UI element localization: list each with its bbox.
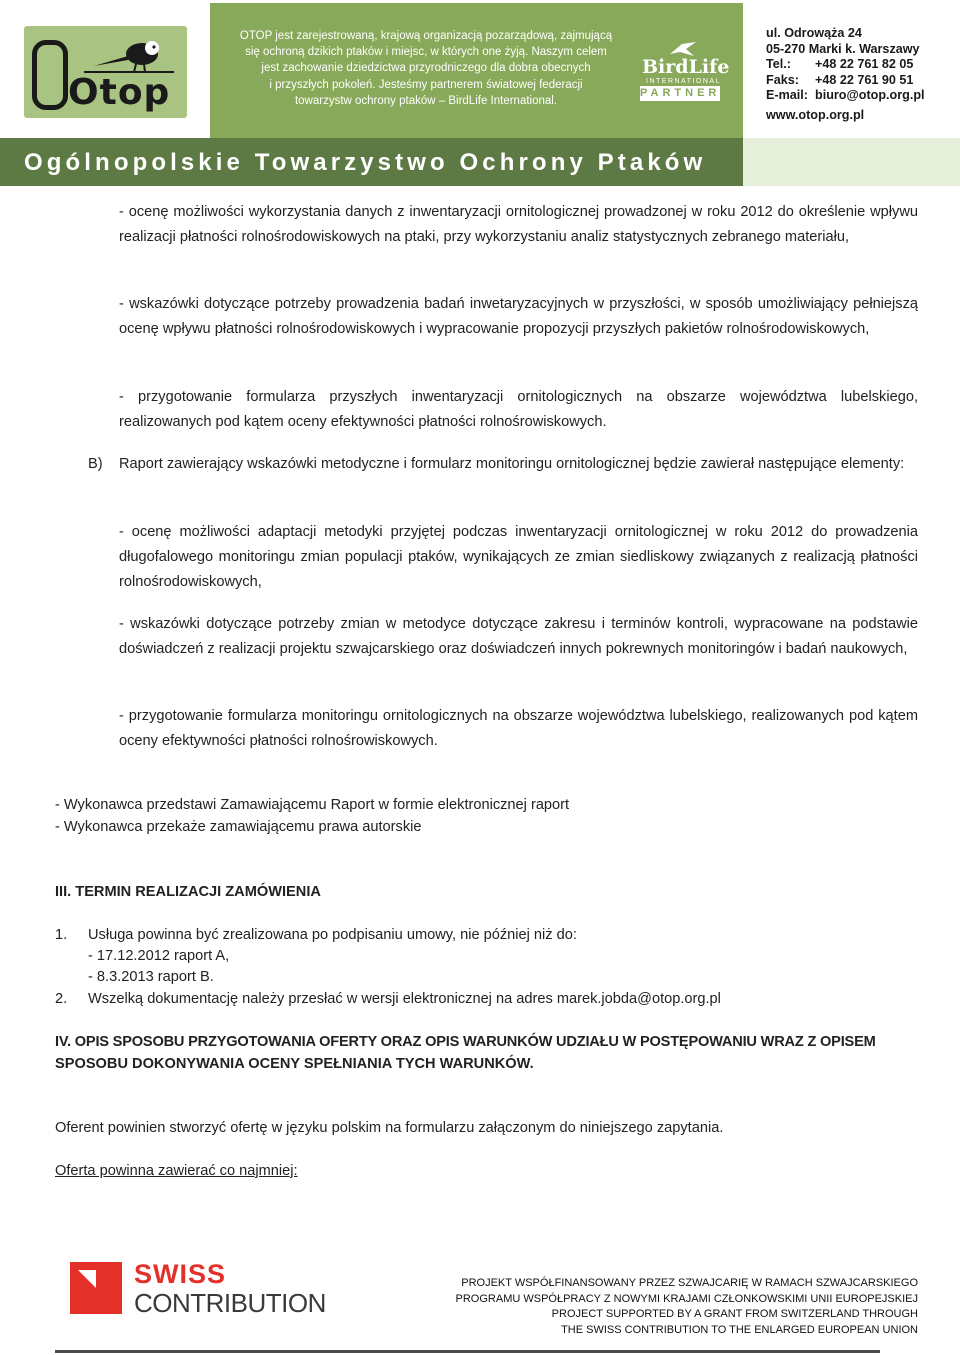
fax-value: +48 22 761 90 51 [815, 72, 914, 87]
footer-line: PROJEKT WSPÓŁFINANSOWANY PRZEZ SZWAJCARIĘ W RAMACH SZWAJCARSKIEGO [461, 1277, 918, 1289]
mission-line: się ochroną dzikich ptaków i miejsc, w których one żyją. Naszym celem [245, 46, 607, 59]
email-link[interactable]: biuro@otop.org.pl [815, 88, 925, 102]
paragraph-a3: - przygotowanie formularza przyszłych inwentaryzacji ornitologicznych na obszarze województwa lubelskiego, realizowanych pod kątem oceny efektywności płatności rolnośrowiskowych. [119, 389, 918, 430]
mission-line: i przyszłych pokoleń. Jesteśmy partnerem światowej federacji [269, 78, 583, 91]
item-1-deadline-b: - 8.3.2013 raport B. [88, 969, 214, 985]
banner-title: Ogólnopolskie Towarzystwo Ochrony Ptaków [24, 149, 707, 176]
tel-row [766, 57, 925, 73]
paragraph-a1: - ocenę możliwości wykorzystania danych z inwentaryzacji ornitologicznej prowadzonej w roku 2012 do określenie wpływu realizacji płatności rolnośrodowiskowych na ptaki, przy wykorzystaniu analiz statystycznych zebranego materiału, [119, 204, 918, 245]
paragraph-b1: - ocenę możliwości adaptacji metodyki przyjętej podczas inwentaryzacji ornitologicznej w roku 2012 do prowadzenia długofalowego monitoringu zmian populacji ptaków, wynikających ze zmian siedliskowy związanych z realizacją płatności rolnośrodowiskowych, [119, 524, 918, 590]
tel-label: Tel.: [766, 57, 791, 71]
swiss-word: SWISS [134, 1259, 227, 1289]
paragraph-a2: - wskazówki dotyczące potrzeby prowadzenia badań inwetaryzacyjnych w przyszłości, w sposób umożliwiający pełniejszą ocenę wpływu płatności rolnośrodowiskowych i wypracowanie propozycji przyszłych pakietów rolnośrodowiskowych, [119, 296, 918, 337]
section-3-title: III. TERMIN REALIZACJI ZAMÓWIENIA [55, 884, 321, 900]
footer-project-note [420, 1276, 918, 1338]
address-line1: ul. Odrowąża 24 [766, 26, 862, 40]
section-b-intro: Raport zawierający wskazówki metodyczne i formularz monitoringu ornitologicznej będzie zawierał następujące elementy: [119, 456, 905, 472]
mission-statement [226, 28, 626, 109]
item-1-text: Usługa powinna być zrealizowana po podpisaniu umowy, nie później niż do: [88, 927, 577, 943]
birdlife-partner: PARTNER [640, 87, 721, 99]
footer-line: PROGRAMU WSPÓŁPRACY Z NOWYMI KRAJAMI CZŁONKOWSKIMI UNII EUROPEJSKIEJ [455, 1292, 918, 1305]
section-4-title-line2: SPOSOBU DOKONYWANIA OCENY SPEŁNIANIA TYCH WARUNKÓW. [55, 1056, 534, 1072]
footer-divider [55, 1350, 880, 1353]
birdlife-sub: INTERNATIONAL [646, 78, 721, 85]
contribution-word: CONTRIBUTION [134, 1288, 326, 1318]
birdlife-partner-logo [640, 40, 730, 102]
swiss-contribution-icon [70, 1262, 122, 1314]
contact-block [766, 26, 925, 104]
logo-text: Otop [68, 72, 171, 113]
birdlife-name: BirdLife [642, 56, 730, 78]
banner-corner [743, 138, 960, 186]
footer-line: THE SWISS CONTRIBUTION TO THE ENLARGED EUROPEAN UNION [561, 1323, 918, 1336]
offer-minimum-heading: Oferta powinna zawierać co najmniej: [55, 1163, 298, 1179]
section-b-marker: B) [88, 456, 103, 472]
website-link[interactable]: www.otop.org.pl [766, 108, 865, 122]
paragraph-b3: - przygotowanie formularza monitoringu ornitologicznych na obszarze województwa lubelskiego, realizowanych pod kątem oceny efektywności płatności rolnośrowiskowych. [119, 708, 918, 749]
item-2-number: 2. [55, 991, 68, 1007]
address-line2: 05-270 Marki k. Warszawy [766, 41, 920, 56]
item-2-text: Wszelką dokumentację należy przesłać w wersji elektronicznej na adres marek.jobda@otop.org.pl [88, 991, 721, 1007]
offer-language-text: Oferent powinien stworzyć ofertę w języku polskim na formularzu załączonym do niniejszego zapytania. [55, 1120, 724, 1136]
logo-o-shape [32, 40, 68, 110]
mission-line: OTOP jest zarejestrowaną, krajową organizacją pozarządową, zajmującą [239, 30, 613, 42]
email-label: E-mail: [766, 88, 808, 102]
section-4-title-line1: IV. OPIS SPOSOBU PRZYGOTOWANIA OFERTY ORAZ OPIS WARUNKÓW UDZIAŁU W POSTĘPOWANIU WRAZ Z OPISEM [55, 1034, 876, 1050]
tel-value: +48 22 761 82 05 [815, 57, 914, 71]
mission-line: jest zachowanie dziedzictwa przyrodniczego dla dobra obecnych [261, 62, 591, 75]
email-row [766, 88, 925, 104]
mission-line: towarzystw ochrony ptaków – BirdLife International. [294, 94, 558, 107]
birdlife-partner-box [640, 86, 720, 101]
item-1-deadline-a: - 17.12.2012 raport A, [88, 948, 230, 964]
paragraph-b2: - wskazówki dotyczące potrzeby zmian w metodyce dotyczące zakresu i terminów kontroli, wypracowane na podstawie doświadczeń z realizacji projektu szwajcarskiego oraz doświadczeń innych pokrewnych monitoringów i badań naukowych, [119, 616, 918, 657]
otop-logo [24, 26, 187, 118]
footer-line: PROJECT SUPPORTED BY A GRANT FROM SWITZERLAND THROUGH [551, 1308, 918, 1320]
item-1-number: 1. [55, 927, 68, 943]
contractor-note-1: - Wykonawca przedstawi Zamawiającemu Raport w formie elektronicznej raport [55, 797, 570, 813]
fax-label: Faks: [766, 72, 799, 87]
contractor-note-2: - Wykonawca przekaże zamawiającemu prawa autorskie [55, 819, 422, 835]
fax-row [766, 73, 925, 89]
